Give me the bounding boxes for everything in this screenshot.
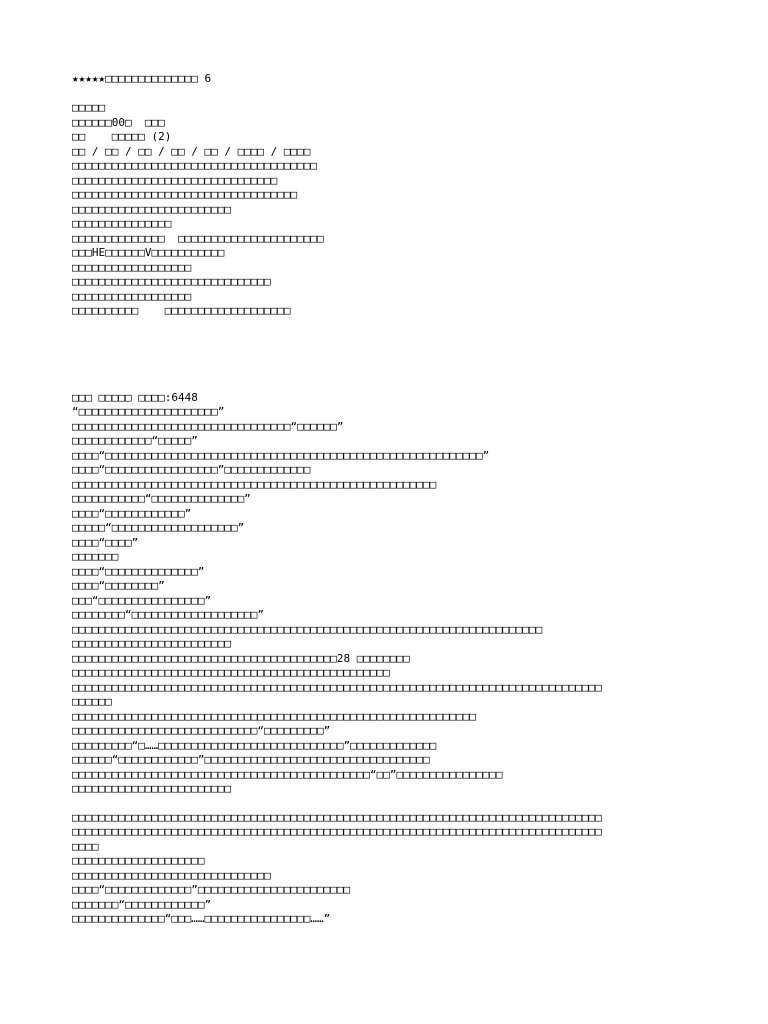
text-line: “□□□□□□□□□□□□□□□□□□□□□” <box>72 405 225 418</box>
text-line: □□□□□□□□□□□□□□□□□□□□□□□□□□□□□□□□□□□□□□□□□□□□□□□□□□□□□□□ <box>72 477 437 491</box>
text-line: □□□□□□□□□□□□□□□□□□□□□□□□□□□□□□□□□□□□□ <box>72 159 318 172</box>
text-line: □□□□□□□□□□□□□□□□□□□□□□□□□□□□□□□□□□□□□□□□□□□□□□□□□□□□□□□□□□□□□□□□□□□□□□□□□□□□□□□□ <box>72 825 602 838</box>
document-header-block <box>72 72 712 319</box>
text-line: □□□□ <box>72 839 99 853</box>
text-line: □□□□□□□□□□ □□□□□□□□□□□□□□□□□□□ <box>72 304 291 317</box>
text-line: □□□□□□□□□□□□□□□□□□□□□□□□□□□□□□□□□“□□□□□□” <box>72 419 344 433</box>
text-line: □□□□□□□□□□□□□□□□□□□□□□□□□□□□□□□□□□□□□□□□□□□□□□□□ <box>72 666 390 679</box>
document-footer-block <box>72 811 712 927</box>
text-line: □□□□“□□□□□□□□□□□□□□□□□”□□□□□□□□□□□□□ <box>72 463 311 476</box>
text-line: □□□□□“□□□□□□□□□□□□□□□□□□□” <box>72 521 245 534</box>
text-line: □□□□□□□□□□□□□□□□□□□□ <box>72 854 205 867</box>
text-line: □□□□□□□□□□□□□□ □□□□□□□□□□□□□□□□□□□□□□ <box>72 231 324 245</box>
text-line: □□□□□□□ <box>72 550 119 563</box>
text-line: □□□□“□□□□□□□□□□□□□□” <box>72 564 205 578</box>
text-line: □□□□□□□□□□□□□□□□□□□□□□□□□□□□□□□□□□ <box>72 188 298 201</box>
text-line: □□□□□ <box>72 101 106 114</box>
text-line: □□□□□□□□“□□□□□□□□□□□□□□□□□□□” <box>72 608 265 621</box>
text-line: □□□HE□□□□□□V□□□□□□□□□□□ <box>72 246 225 259</box>
text-line: □□□□□□□□□□□□□□□□□□□□□□□□□□□□□□□□□□□□□□□□□□□□□□□□□□□□□□□□□□□□□□□□□□□□□□□□□□□□□□□□ <box>72 810 602 824</box>
text-line: □□□□□□□□□□□□□□“□□□……□□□□□□□□□□□□□□□□……” <box>72 912 331 925</box>
text-line: □□□□□□□□□□□□□□□□□□□□□□□□□□□□□□□□□□□□□□□□□□□□□□□□□□□□□□□□□□□□□□□□□□□□□□□ <box>72 622 543 636</box>
text-line: □□□□□□□□□□□□□□□□□□ <box>72 260 192 274</box>
text-line: □□□□□□□□□□□□□□□□□□ <box>72 289 192 303</box>
text-line <box>72 87 712 102</box>
text-line: □□□□□□□□□□□□“□□□□□” <box>72 434 198 447</box>
text-line: □□□ □□□□□ □□□□:6448 <box>72 390 198 404</box>
text-line: □□□□□□□“□□□□□□□□□□□□” <box>72 897 212 911</box>
text-line: □□□□□□□□□□□□□□□□□□□□□□□□ <box>72 637 231 650</box>
text-line: □□ / □□ / □□ / □□ / □□ / □□□□ / □□□□ <box>72 144 311 158</box>
text-line: □□□□“□□□□□□□□□□□□” <box>72 506 192 520</box>
text-line: □□ □□□□□ (2) <box>72 130 172 143</box>
text-line: □□□□□□00□ □□□ <box>72 115 165 129</box>
text-line: □□□□□□□□□“□……□□□□□□□□□□□□□□□□□□□□□□□□□□□□”□□□□□□□□□□□□□ <box>72 738 437 752</box>
text-line: □□□□□□□□□□□□□□□□□□□□□□□□□□□□□□□□□□□□□□□□□□□□□“□□”□□□□□□□□□□□□□□□□ <box>72 767 503 781</box>
text-line: □□□□□□“□□□□□□□□□□□□”□□□□□□□□□□□□□□□□□□□□□□□□□□□□□□□□□□ <box>72 753 430 766</box>
document-body-block <box>72 391 712 797</box>
text-line: ★★★★★□□□□□□□□□□□□□□ 6 <box>72 72 212 85</box>
text-line: □□□□□□□□□□□□□□□□□□□□□□□□□□□□“□□□□□□□□□” <box>72 724 331 737</box>
text-line: □□□□□□□□□□□□□□□□□□□□□□□□□□□□□□ <box>72 275 271 288</box>
text-line: □□□□□□□□□□□□□□□□□□□□□□□□□□□□□□□□□□□□□□□□□□□□□□□□□□□□□□□□□□□□□□□□□□□□□□□□□□□□□□□□ <box>72 680 602 694</box>
text-line: □□□□□□□□□□□□□□□□□□□□□□□□□□□□□□ <box>72 868 271 882</box>
text-line: □□□□□□□□□□□“□□□□□□□□□□□□□□” <box>72 492 251 505</box>
text-line: □□□□□□ <box>72 695 112 708</box>
text-line: □□□□□□□□□□□□□□□□□□□□□□□□□□□□□□□□□□□□□□□□□□□□□□□□□□□□□□□□□□□□□ <box>72 709 476 723</box>
text-line: □□□□“□□□□□□□□□□□□□”□□□□□□□□□□□□□□□□□□□□□□□ <box>72 883 351 896</box>
text-line: □□□□“□□□□” <box>72 535 139 549</box>
text-line: □□□“□□□□□□□□□□□□□□□□” <box>72 593 212 607</box>
section-gap <box>72 319 712 391</box>
text-line: □□□□□□□□□□□□□□□□□□□□□□□□ <box>72 782 231 795</box>
text-line: □□□□□□□□□□□□□□□ <box>72 217 172 230</box>
document-page <box>72 72 712 927</box>
text-line: □□□□□□□□□□□□□□□□□□□□□□□□□□□□□□□ <box>72 173 278 187</box>
text-line: □□□□“□□□□□□□□” <box>72 579 165 592</box>
section-gap <box>72 797 712 811</box>
text-line: □□□□“□□□□□□□□□□□□□□□□□□□□□□□□□□□□□□□□□□□□□□□□□□□□□□□□□□□□□□□□□” <box>72 448 490 462</box>
text-line: □□□□□□□□□□□□□□□□□□□□□□□□ <box>72 202 231 216</box>
text-line: □□□□□□□□□□□□□□□□□□□□□□□□□□□□□□□□□□□□□□□□28 □□□□□□□□ <box>72 651 410 665</box>
